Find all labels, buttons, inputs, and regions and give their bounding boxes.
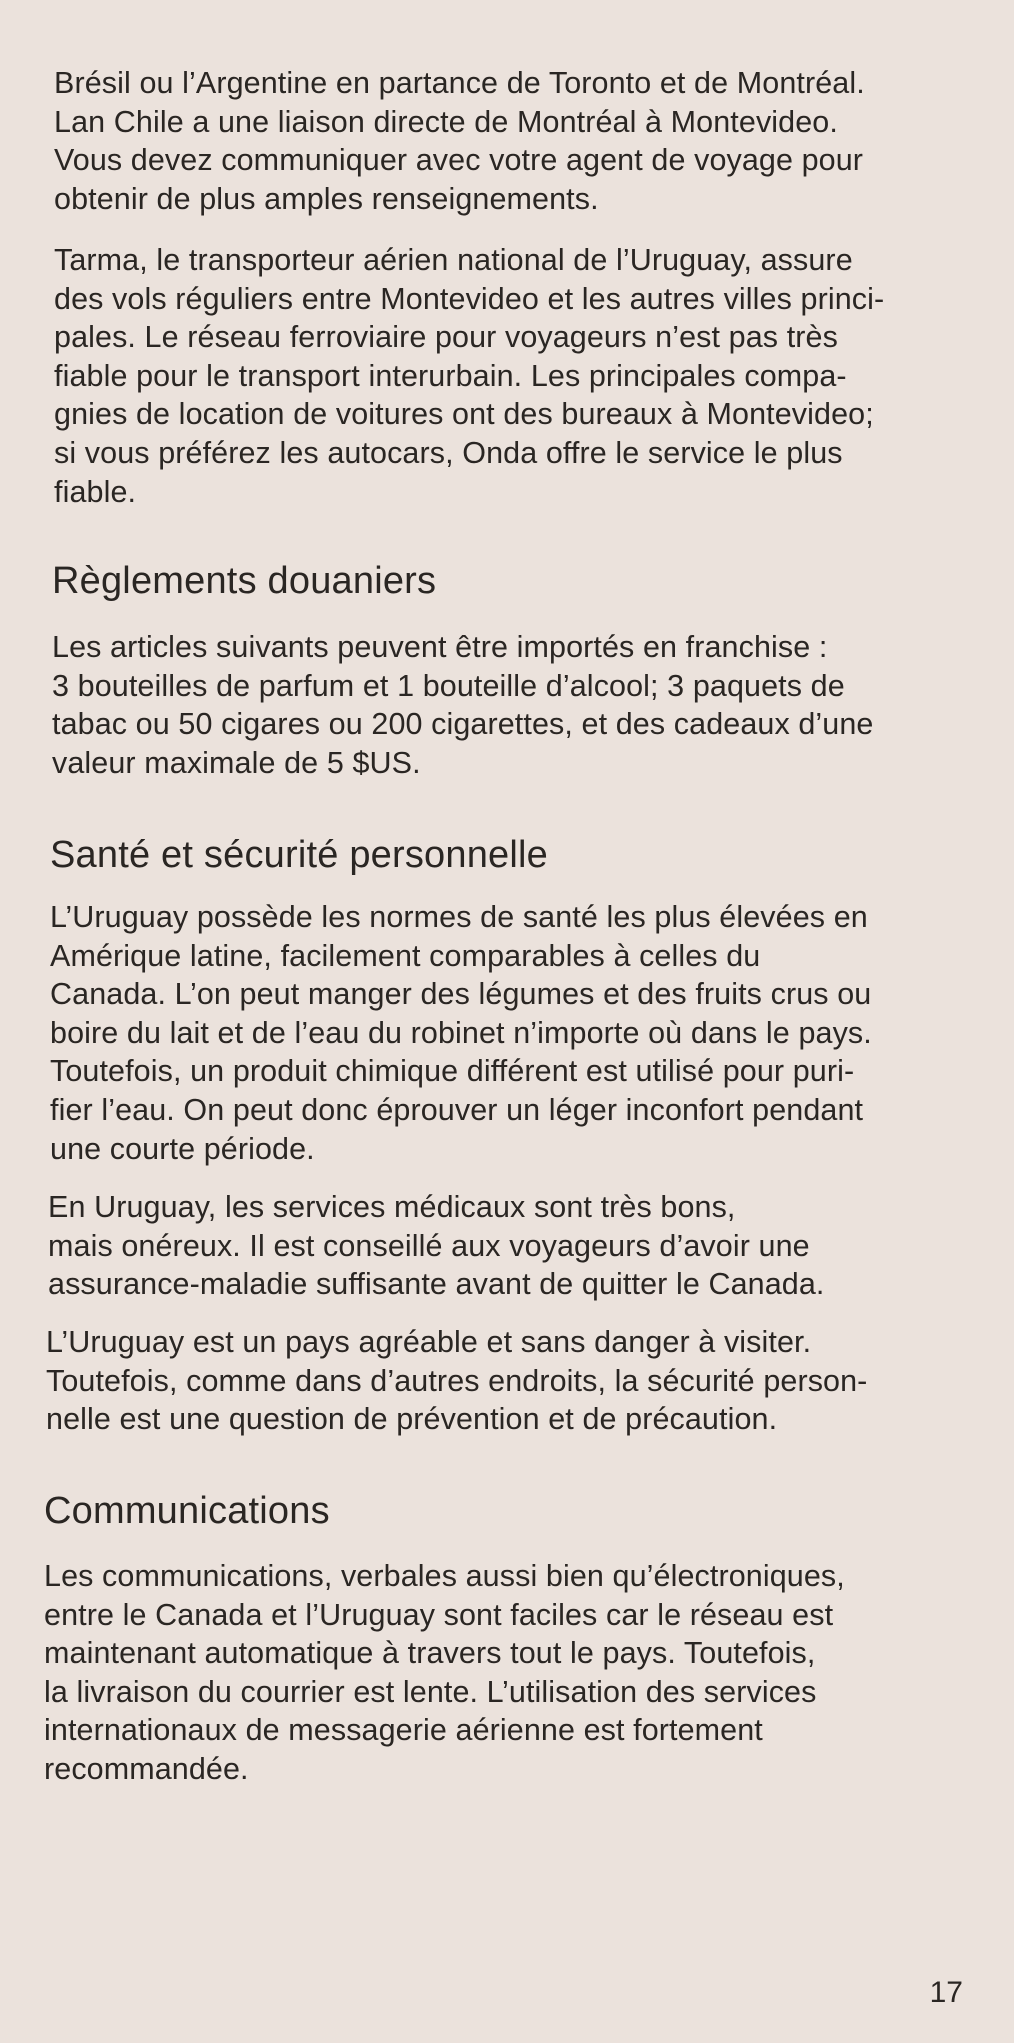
health-paragraph-3: L’Uruguay est un pays agréable et sans danger à visiter. Toutefois, comme dans d’autres endroits, la sécurité person- nelle est une question de prévention et de précaution. — [46, 1325, 868, 1437]
health-paragraph-2: En Uruguay, les services médicaux sont très bons, mais onéreux. Il est conseillé aux voyageurs d’avoir une assurance-maladie suffisante avant de quitter le Canada. — [48, 1190, 825, 1302]
communications-heading: Communications — [44, 1490, 330, 1532]
intro-paragraph-2: Tarma, le transporteur aérien national de l’Uruguay, assure des vols réguliers entre Montevideo et les autres villes princi- pales. Le réseau ferroviaire pour voyageurs n’est pas très fiable pour le transport interurbain. Les principales compa- gnies de location de voitures ont des bureaux à Montevideo; si vous préférez les autocars, Onda offre le service le plus fiable. — [54, 243, 885, 509]
intro-paragraph-1: Brésil ou l’Argentine en partance de Toronto et de Montréal. Lan Chile a une liaison directe de Montréal à Montevideo. Vous devez communiquer avec votre agent de voyage pour obtenir de plus amples renseignements. — [54, 66, 865, 216]
customs-heading: Règlements douaniers — [52, 560, 437, 602]
health-paragraph-1: L’Uruguay possède les normes de santé les plus élevées en Amérique latine, facilement comparables à celles du Canada. L’on peut manger des légumes et des fruits crus ou boire du lait et de l’eau du robinet n’importe où dans le pays. Toutefois, un produit chimique différent est utilisé pour puri- fier l’eau. On peut donc éprouver un léger inconfort pendant une courte période. — [50, 900, 872, 1166]
health-heading: Santé et sécurité personnelle — [50, 834, 549, 876]
page-number: 17 — [929, 1976, 963, 2009]
customs-paragraph: Les articles suivants peuvent être importés en franchise : 3 bouteilles de parfum et 1 bouteille d’alcool; 3 paquets de tabac ou 50 cigares ou 200 cigarettes, et des cadeaux d’une valeur maximale de 5 $US. — [52, 630, 874, 780]
communications-paragraph: Les communications, verbales aussi bien qu’électroniques, entre le Canada et l’Uruguay sont faciles car le réseau est maintenant automatique à travers tout le pays. Toutefois, la livraison du courrier est lente. L’utilisation des services internationaux de messagerie aérienne est fortement recommandée. — [44, 1559, 845, 1786]
